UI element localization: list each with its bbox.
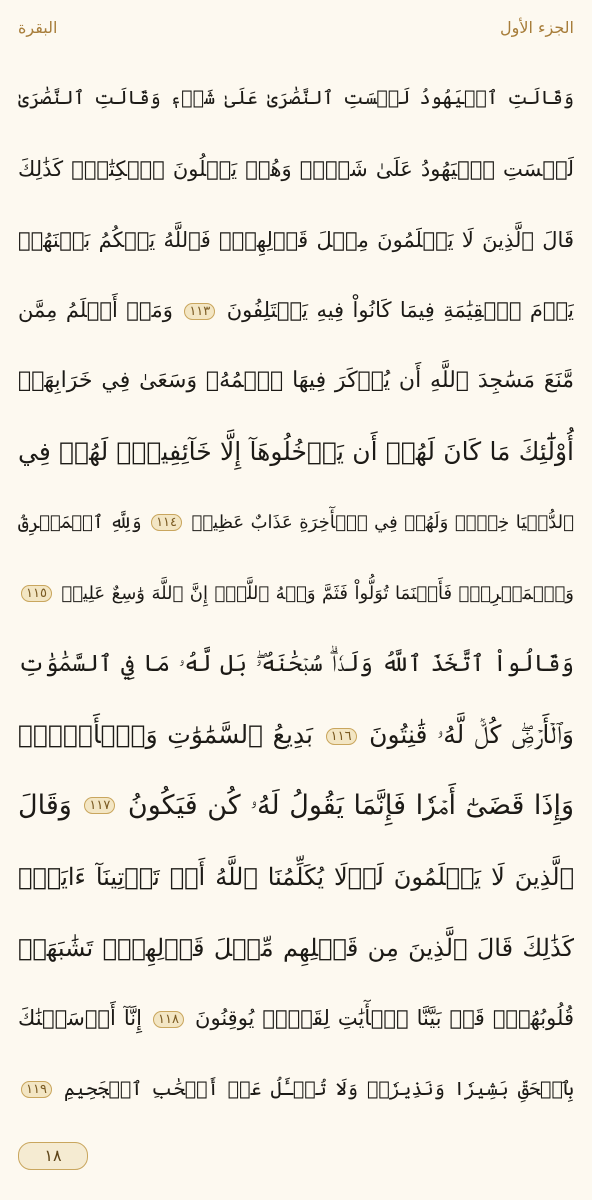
text-line (18, 778, 574, 849)
verse-text: إِنَّآ أَرۡسَلۡنَٰكَ (18, 1006, 142, 1031)
ayah-number-marker[interactable]: ١١٧ (84, 797, 115, 814)
verse-text: ٱلَّذِينَ لَا يَعۡلَمُونَ لَوۡلَا يُكَلِّمُنَا ٱللَّهُ أَوۡ تَأۡتِينَآ ءَايَةٞۗ (18, 862, 574, 891)
verse-text: لَيۡسَتِ ٱلۡيَهُودُ عَلَىٰ شَيۡءٖ وَهُمۡ يَتۡلُونَ ٱلۡكِتَٰبَۗ كَذَٰلِكَ (18, 156, 574, 181)
verse-text: يَوۡمَ ٱلۡقِيَٰمَةِ فِيمَا كَانُواْ فِيهِ يَخۡتَلِفُونَ (226, 298, 574, 323)
juz-name: الجزء الأول (499, 18, 574, 37)
page-header (0, 18, 592, 44)
verse-text: وَلِلَّهِ ٱلۡمَشۡرِقُ (18, 511, 142, 533)
text-line (18, 920, 574, 991)
verse-text: وَقَالَ (18, 789, 72, 821)
ayah-number-marker[interactable]: ١١٩ (21, 1081, 52, 1098)
verse-text: وَٱلۡمَغۡرِبُۚ فَأَيۡنَمَا تُوَلُّواْ فَثَمَّ وَجۡهُ ٱللَّهِۚ إِنَّ ٱللَّهَ وَٰسِعٌ عَلِيمٞ (61, 582, 574, 604)
page-footer (0, 1142, 592, 1172)
ayah-number-marker[interactable]: ١١٤ (151, 514, 182, 531)
verse-text: وَٱلۡأَرۡضِۖ كُلّٞ لَّهُۥ قَٰنِتُونَ (369, 720, 574, 750)
verse-text: وَمَنۡ أَظۡلَمُ مِمَّن (18, 298, 173, 323)
page-number: ١٨ (18, 1142, 88, 1170)
verse-text: بِٱلۡحَقِّ بَشِيرٗا وَنَذِيرٗاۖ وَلَا تُسۡـَٔلُ عَنۡ أَصۡحَٰبِ ٱلۡجَحِيمِ (63, 1078, 574, 1101)
verse-text: وَقَالَتِ ٱلۡيَهُودُ لَيۡسَتِ ٱلنَّصَٰرَىٰ عَلَىٰ شَيۡءٖ وَقَالَتِ ٱلنَّصَٰرَىٰ (18, 87, 574, 109)
ayah-number-marker[interactable]: ١١٨ (153, 1011, 184, 1028)
text-line (18, 212, 574, 283)
text-line (18, 990, 574, 1061)
verse-text: أُوْلَٰٓئِكَ مَا كَانَ لَهُمۡ أَن يَدۡخُلُوهَآ إِلَّا خَآئِفِينَۚ لَهُمۡ فِي (18, 436, 574, 466)
text-line (18, 70, 574, 141)
text-line (18, 282, 574, 353)
text-line (18, 707, 574, 778)
text-line (18, 1061, 574, 1132)
verse-text: ٱلدُّنۡيَا خِزۡيٞ وَلَهُمۡ فِي ٱلۡأٓخِرَةِ عَذَابٌ عَظِيمٞ (191, 511, 574, 533)
surah-name: البقرة (18, 18, 58, 37)
text-line (18, 849, 574, 920)
verse-text: قُلُوبُهُمۡۗ قَدۡ بَيَّنَّا ٱلۡأٓيَٰتِ لِقَوۡمٖ يُوقِنُونَ (195, 1006, 574, 1031)
ayah-number-marker[interactable]: ١١٥ (21, 585, 52, 602)
ayah-number-marker[interactable]: ١١٣ (184, 303, 215, 320)
text-line (18, 566, 574, 637)
verse-text: بَدِيعُ ٱلسَّمَٰوَٰتِ وَٱلۡأَرۡضِۖ (18, 720, 314, 750)
verse-text: قَالَ ٱلَّذِينَ لَا يَعۡلَمُونَ مِثۡلَ قَوۡلِهِمۡۚ فَٱللَّهُ يَحۡكُمُ بَيۡنَهُمۡ (18, 227, 574, 252)
quran-text (18, 70, 574, 1132)
verse-text: مَّنَعَ مَسَٰجِدَ ٱللَّهِ أَن يُذۡكَرَ فِيهَا ٱسۡمُهُۥ وَسَعَىٰ فِي خَرَابِهَآۚ (18, 368, 574, 394)
text-line (18, 353, 574, 424)
text-line (18, 495, 574, 566)
ayah-number-marker[interactable]: ١١٦ (326, 728, 357, 745)
text-line (18, 141, 574, 212)
text-line (18, 424, 574, 495)
verse-text: كَذَٰلِكَ قَالَ ٱلَّذِينَ مِن قَبۡلِهِم مِّثۡلَ قَوۡلِهِمۡۘ تَشَٰبَهَتۡ (18, 933, 574, 962)
verse-text: وَإِذَا قَضَىٰٓ أَمۡرٗا فَإِنَّمَا يَقُولُ لَهُۥ كُن فَيَكُونُ (127, 789, 574, 821)
text-line (18, 636, 574, 707)
verse-text: وَقَالُواْ ٱتَّخَذَ ٱللَّهُ وَلَدٗاۗ سُبۡحَٰنَهُۥۖ بَل لَّهُۥ مَا فِي ٱلسَّمَٰوَٰتِ (18, 651, 574, 678)
